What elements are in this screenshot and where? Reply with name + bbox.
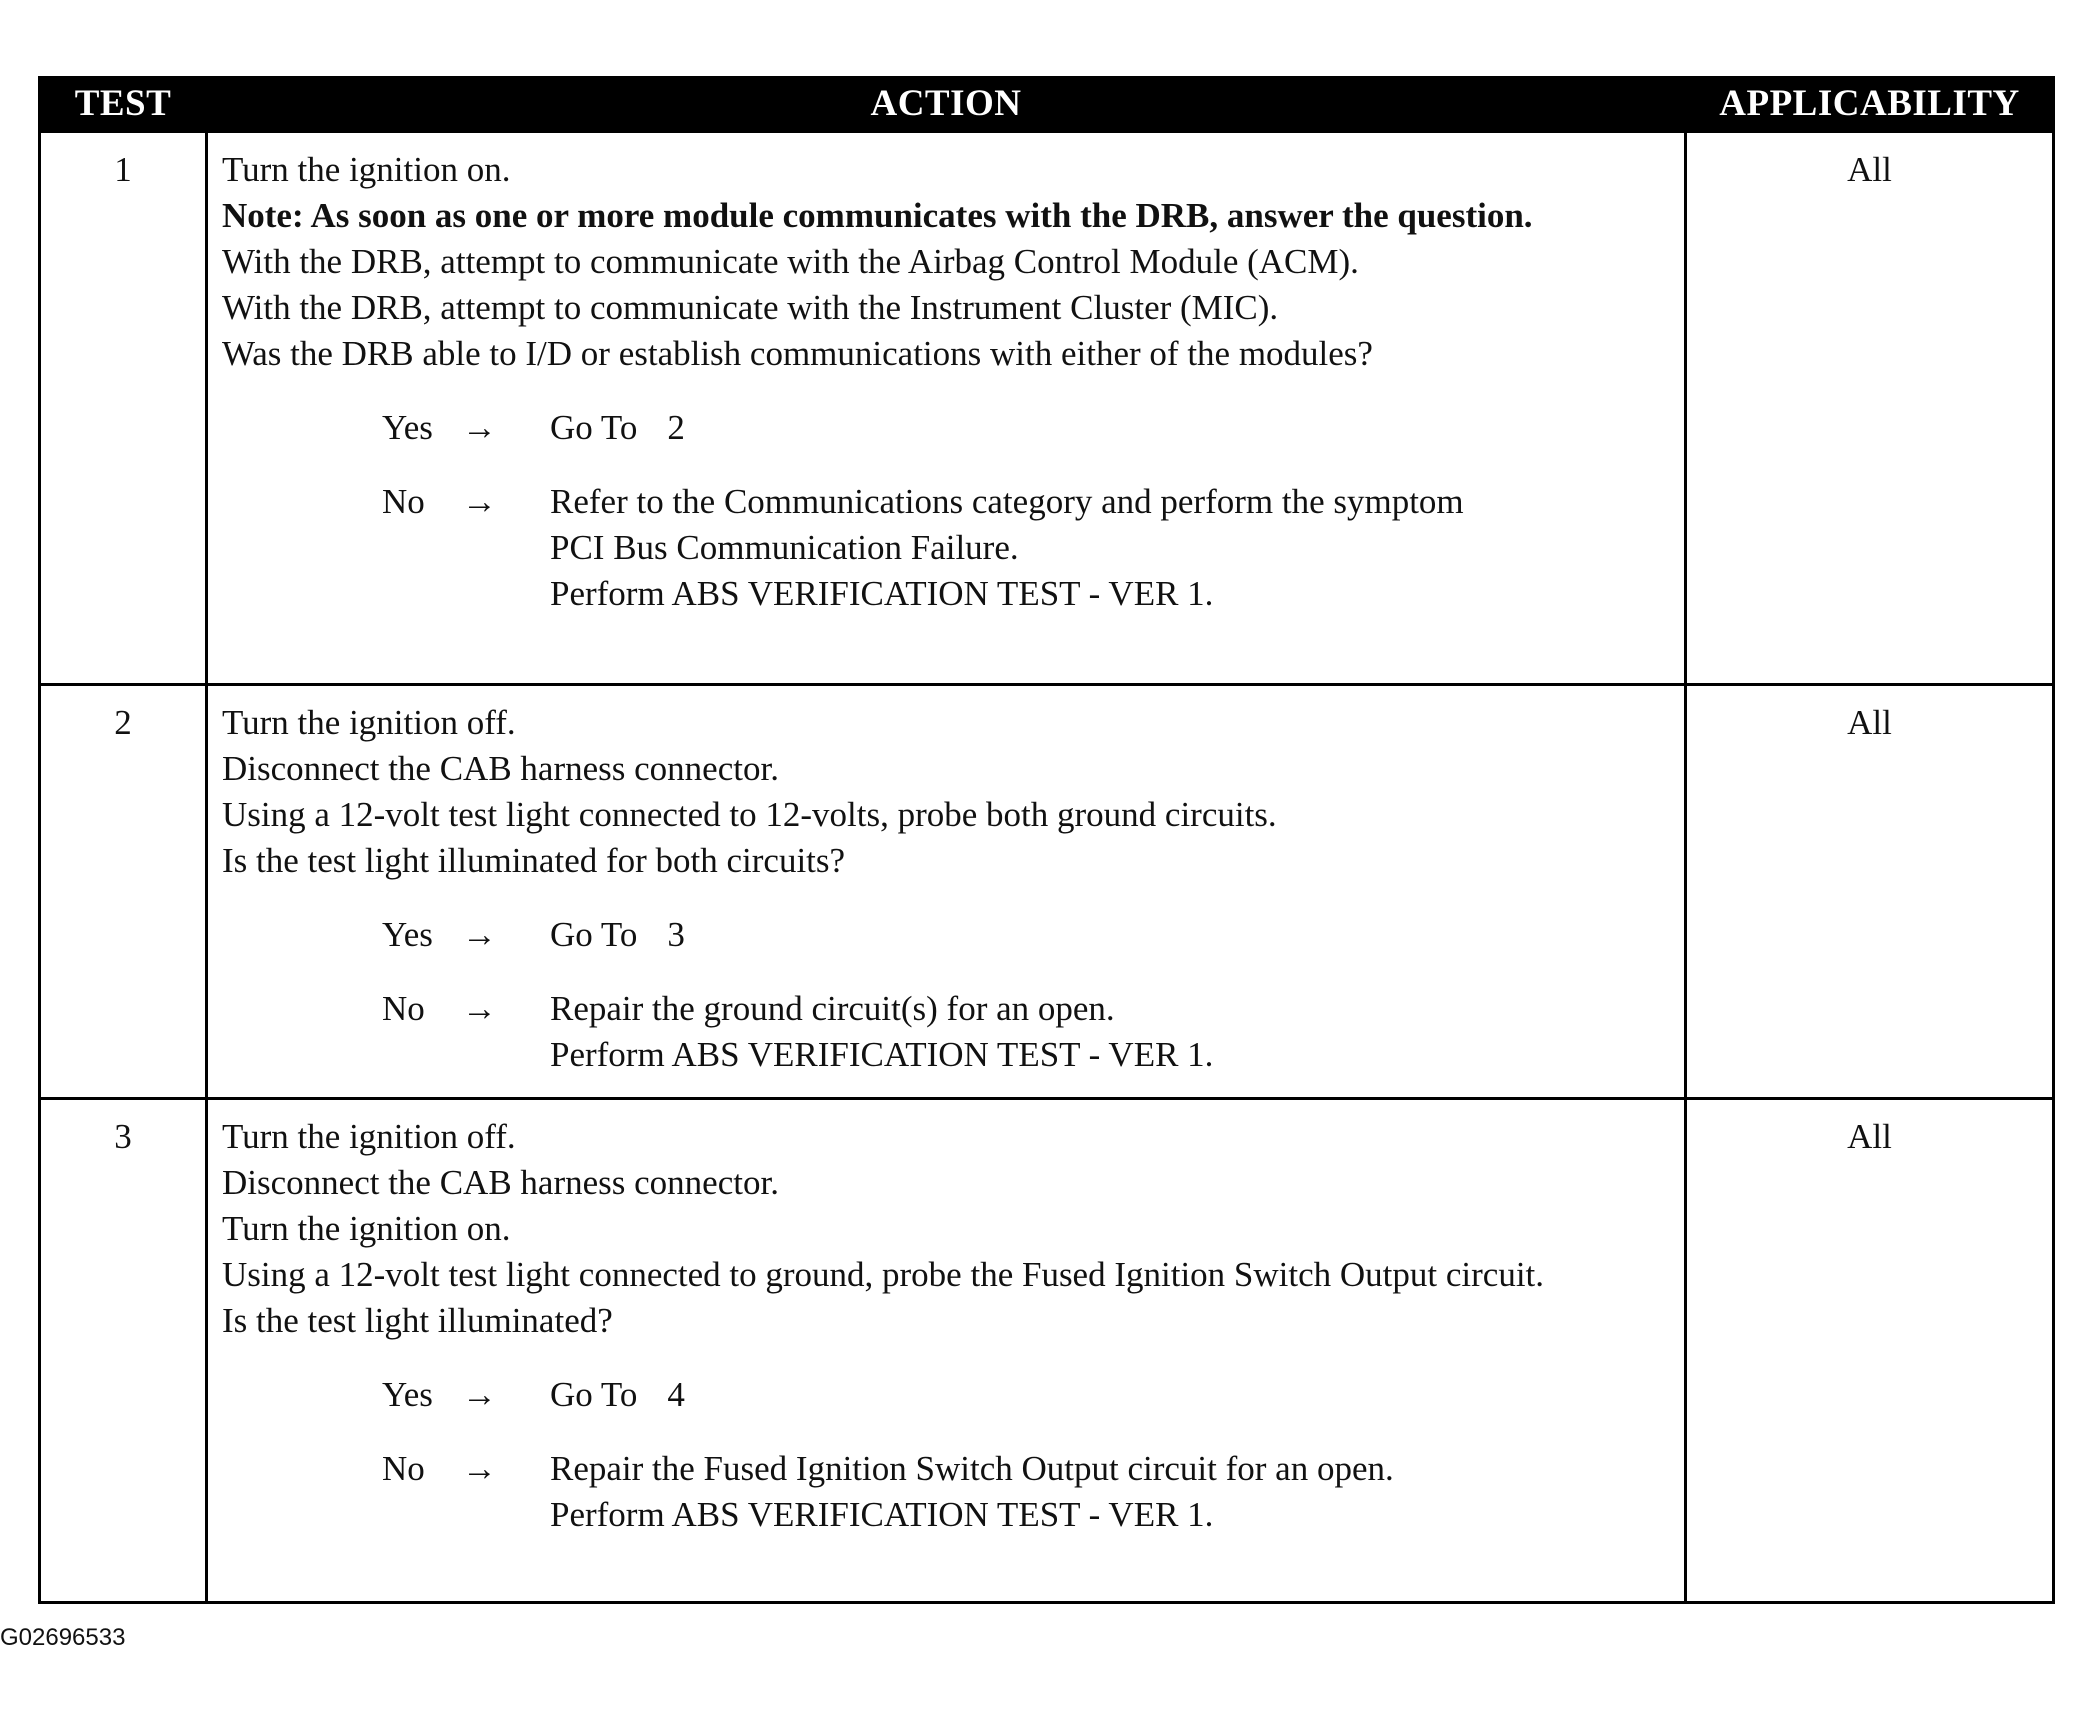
- no-result-line: Refer to the Communications category and perform the symptom: [550, 482, 1464, 521]
- no-outcome: [382, 1446, 1674, 1538]
- arrow-icon: →: [462, 408, 497, 447]
- test-number: 3: [114, 1117, 132, 1156]
- action-line: Is the test light illuminated?: [222, 1301, 613, 1340]
- action-line: Turn the ignition on.: [222, 150, 511, 189]
- goto-text: Go To: [550, 915, 638, 954]
- action-cell: [207, 685, 1686, 1099]
- header-applicability: APPLICABILITY: [1686, 76, 2054, 132]
- action-cell: [207, 132, 1686, 685]
- arrow-icon: →: [462, 1375, 497, 1414]
- header-action: ACTION: [207, 76, 1686, 132]
- yes-outcome: [382, 405, 1674, 451]
- no-outcome: [382, 479, 1674, 617]
- action-line: With the DRB, attempt to communicate with the Instrument Cluster (MIC).: [222, 288, 1279, 327]
- arrow-icon: →: [462, 989, 497, 1028]
- applicability-cell: [1686, 1099, 2054, 1603]
- yes-label: Yes: [382, 408, 433, 447]
- action-line: Turn the ignition off.: [222, 703, 516, 742]
- action-cell: [207, 1099, 1686, 1603]
- no-outcome: [382, 986, 1674, 1078]
- arrow-icon: →: [462, 1449, 497, 1488]
- no-result-line: PCI Bus Communication Failure.: [550, 528, 1019, 567]
- applicability-value: All: [1847, 150, 1892, 189]
- test-number-cell: [40, 132, 207, 685]
- no-label: No: [382, 482, 425, 521]
- no-result-line: Perform ABS VERIFICATION TEST - VER 1.: [550, 1035, 1214, 1074]
- table-row: [40, 1099, 2054, 1603]
- no-result-line: Perform ABS VERIFICATION TEST - VER 1.: [550, 1495, 1214, 1534]
- goto-text: Go To: [550, 1375, 638, 1414]
- action-line: Turn the ignition off.: [222, 1117, 516, 1156]
- arrow-icon: →: [462, 482, 497, 521]
- yes-label: Yes: [382, 1375, 433, 1414]
- table-row: [40, 132, 2054, 685]
- yes-label: Yes: [382, 915, 433, 954]
- action-note: Note: As soon as one or more module communicates with the DRB, answer the question.: [222, 196, 1533, 235]
- action-line: Using a 12-volt test light connected to 12-volts, probe both ground circuits.: [222, 795, 1277, 834]
- test-number-cell: [40, 685, 207, 1099]
- no-result-line: Repair the Fused Ignition Switch Output circuit for an open.: [550, 1449, 1394, 1488]
- goto-number: 3: [667, 915, 685, 954]
- goto-number: 2: [667, 408, 685, 447]
- applicability-value: All: [1847, 703, 1892, 742]
- action-line: With the DRB, attempt to communicate with the Airbag Control Module (ACM).: [222, 242, 1359, 281]
- no-label: No: [382, 1449, 425, 1488]
- table-header-row: [40, 76, 2054, 132]
- test-number-cell: [40, 1099, 207, 1603]
- no-result-line: Repair the ground circuit(s) for an open.: [550, 989, 1115, 1028]
- action-line: Is the test light illuminated for both circuits?: [222, 841, 846, 880]
- goto-text: Go To: [550, 408, 638, 447]
- no-result-line: Perform ABS VERIFICATION TEST - VER 1.: [550, 574, 1214, 613]
- no-label: No: [382, 989, 425, 1028]
- figure-code: G02696533: [0, 1624, 126, 1651]
- action-line: Turn the ignition on.: [222, 1209, 511, 1248]
- header-test: TEST: [40, 76, 207, 132]
- applicability-cell: [1686, 685, 2054, 1099]
- diagnostic-test-table: [38, 76, 2055, 1604]
- action-line: Disconnect the CAB harness connector.: [222, 749, 779, 788]
- applicability-value: All: [1847, 1117, 1892, 1156]
- yes-outcome: [382, 912, 1674, 958]
- test-number: 2: [114, 703, 132, 742]
- action-line: Was the DRB able to I/D or establish communications with either of the modules?: [222, 334, 1373, 373]
- test-number: 1: [114, 150, 132, 189]
- action-line: Using a 12-volt test light connected to ground, probe the Fused Ignition Switch Output circuit.: [222, 1255, 1545, 1294]
- goto-number: 4: [667, 1375, 685, 1414]
- arrow-icon: →: [462, 915, 497, 954]
- action-line: Disconnect the CAB harness connector.: [222, 1163, 779, 1202]
- table-row: [40, 685, 2054, 1099]
- yes-outcome: [382, 1372, 1674, 1418]
- applicability-cell: [1686, 132, 2054, 685]
